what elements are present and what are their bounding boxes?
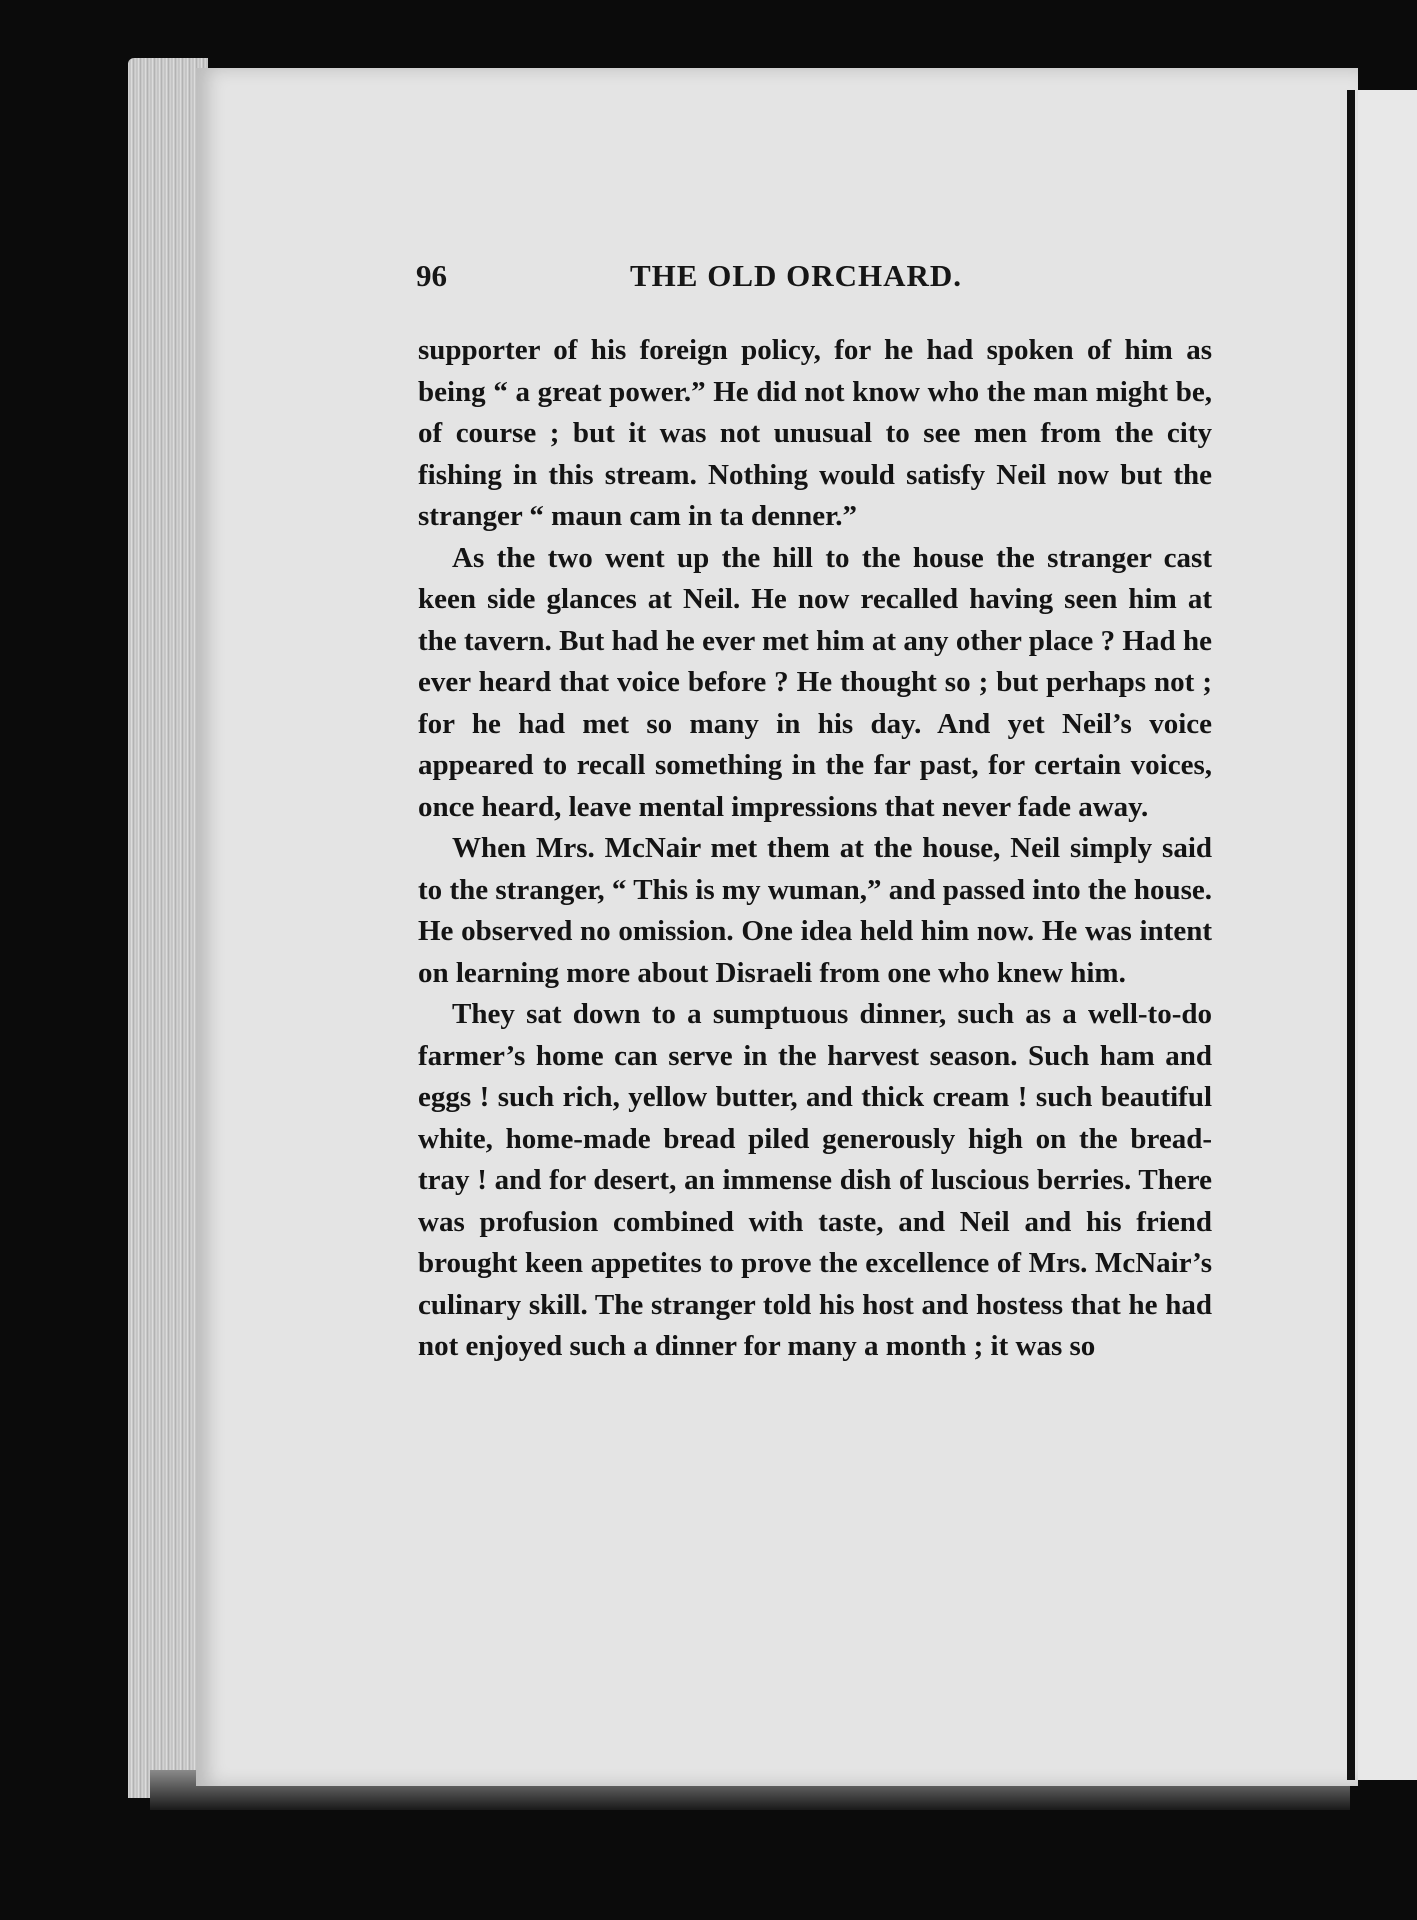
paragraph-continued: supporter of his foreign policy, for he had spoken of him as being “ a great power.” He did not know who the man might be, of course ; but it was not unusual to see men from the city fishing in this stream. Nothing would satisfy Neil now but the stranger “ maun cam in ta denner.” xyxy=(418,334,1212,532)
running-title: THE OLD ORCHARD. xyxy=(630,258,963,293)
page-header xyxy=(416,258,1216,302)
paragraph: When Mrs. McNair met them at the house, Neil simply said to the stranger, “ This is my wuman,” and passed into the house. He observed no omission. One idea held him now. He was intent on learning more about Disraeli from one who knew him. xyxy=(418,832,1212,989)
body-text xyxy=(418,330,1212,1368)
facing-page-edge xyxy=(1358,90,1417,1780)
paragraph: As the two went up the hill to the house the stranger cast keen side glances at Neil. He now recalled having seen him at the tavern. But had he ever met him at any other place ? Had he ever heard that voice before ? He thought so ; but perhaps not ; for he had met so many in his day. And yet Neil’s voice appeared to recall something in the far past, for certain voices, once heard, leave mental impressions that never fade away. xyxy=(418,541,1212,823)
gutter-line xyxy=(1347,90,1355,1780)
paragraph: They sat down to a sumptuous dinner, such as a well-to-do farmer’s home can serve in the harvest season. Such ham and eggs ! such rich, yellow butter, and thick cream ! such beautiful white, home-made bread piled generously high on the bread-tray ! and for desert, an immense dish of luscious berries. There was profusion combined with taste, and Neil and his friend brought keen appetites to prove the excellence of Mrs. McNair’s culinary skill. The stranger told his host and hostess that he had not enjoyed such a dinner for many a month ; it was so xyxy=(418,998,1212,1362)
page-number: 96 xyxy=(416,258,447,293)
